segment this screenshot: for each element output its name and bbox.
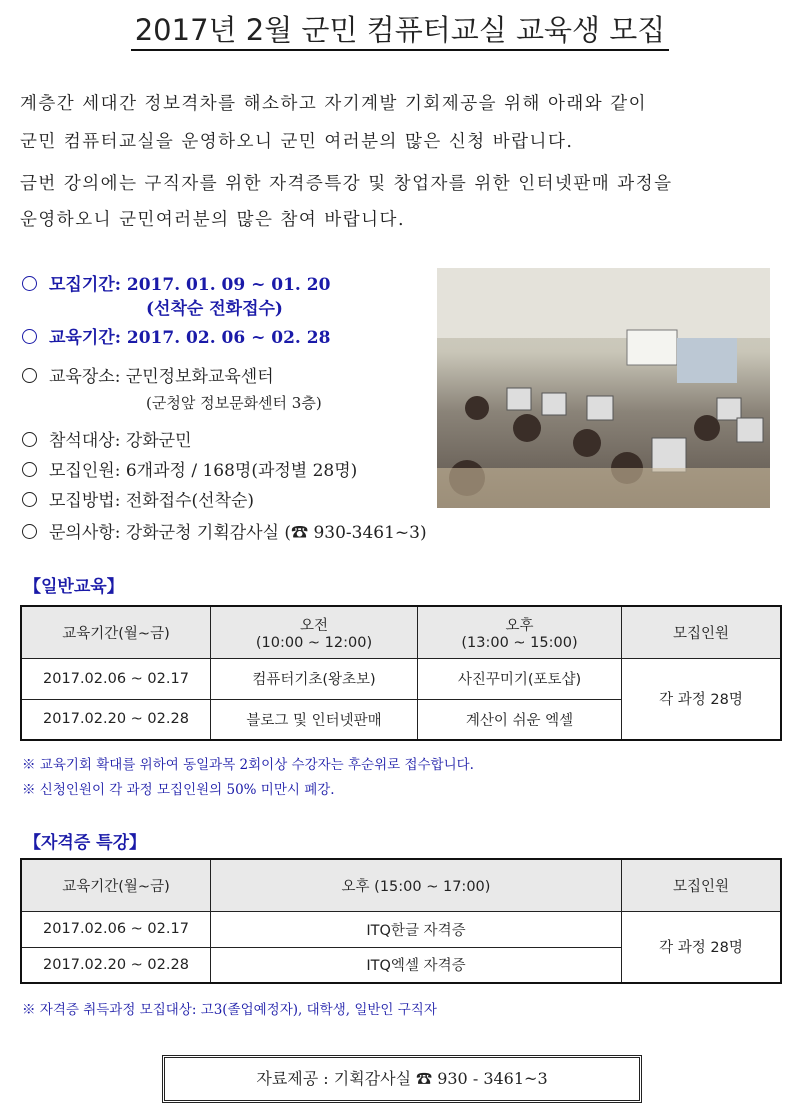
detail-capacity: 모집인원: 6개과정 / 168명(과정별 28명) [22, 456, 357, 481]
general-course-table [20, 605, 782, 741]
col-morning: 오전 (10:00 ~ 12:00) [211, 606, 418, 658]
section-heading-cert: 【자격증 특강】 [24, 833, 147, 853]
intro-line: 금번 강의에는 구직자를 위한 자격증특강 및 창업자를 위한 인터넷판매 과정을 [20, 174, 673, 194]
circle-bullet-icon [22, 368, 37, 383]
classroom-photo [437, 268, 770, 508]
circle-bullet-icon [22, 276, 37, 291]
table-row: 2017.02.20 ~ 02.28 블로그 및 인터넷판매 계산이 쉬운 엑셀 [21, 699, 781, 740]
detail-sub: (군청앞 정보문화센터 3층) [146, 394, 322, 412]
detail-target: 참석대상: 강화군민 [22, 426, 192, 451]
circle-bullet-icon [22, 462, 37, 477]
classroom-illustration [437, 268, 770, 508]
table-header-row [21, 606, 781, 658]
detail-sub: (선착순 전화접수) [146, 299, 283, 319]
note: ※ 교육기회 확대를 위하여 동일과목 2회이상 수강자는 후순위로 접수합니다. [22, 757, 474, 773]
table-row: 2017.02.20 ~ 02.28 ITQ엑셀 자격증 [21, 947, 781, 983]
intro-line: 군민 컴퓨터교실을 운영하오니 군민 여러분의 많은 신청 바랍니다. [20, 132, 574, 152]
capacity-cell: 각 과정 28명 [622, 911, 782, 983]
col-period: 교육기간(월~금) [21, 606, 211, 658]
intro-line: 운영하오니 군민여러분의 많은 참여 바랍니다. [20, 210, 406, 230]
capacity-cell: 각 과정 28명 [622, 658, 782, 740]
table-header-row: 교육기간(월~금) 오후 (15:00 ~ 17:00) 모집인원 [21, 859, 781, 911]
detail-contact: 문의사항: 강화군청 기획감사실 (☎ 930-3461~3) [22, 518, 427, 543]
page-title: 2017년 2월 군민 컴퓨터교실 교육생 모집 [0, 8, 800, 49]
table-row: 2017.02.06 ~ 02.17 컴퓨터기초(왕초보) 사진꾸미기(포토샵) 각 과정 28명 [21, 658, 781, 699]
detail-method: 모집방법: 전화접수(선착순) [22, 486, 254, 511]
table-row: 2017.02.06 ~ 02.17 ITQ한글 자격증 각 과정 28명 [21, 911, 781, 947]
intro-line: 계층간 세대간 정보격차를 해소하고 자기계발 기회제공을 위해 아래와 같이 [20, 94, 648, 114]
note: ※ 신청인원이 각 과정 모집인원의 50% 미만시 폐강. [22, 782, 335, 798]
detail-recruit-period: 모집기간: 2017. 01. 09 ~ 01. 20 [22, 270, 330, 295]
cert-course-table [20, 858, 782, 984]
circle-bullet-icon [22, 329, 37, 344]
circle-bullet-icon [22, 524, 37, 539]
circle-bullet-icon [22, 492, 37, 507]
detail-edu-period: 교육기간: 2017. 02. 06 ~ 02. 28 [22, 323, 330, 348]
note: ※ 자격증 취득과정 모집대상: 고3(졸업예정자), 대학생, 일반인 구직자 [22, 1002, 437, 1018]
col-afternoon: 오후 (13:00 ~ 15:00) [418, 606, 622, 658]
source-footer: 자료제공 : 기획감사실 ☎ 930 - 3461~3 [162, 1055, 642, 1103]
detail-location: 교육장소: 군민정보화교육센터 [22, 362, 274, 387]
section-heading-general: 【일반교육】 [24, 577, 124, 597]
col-capacity: 모집인원 [622, 606, 782, 658]
circle-bullet-icon [22, 432, 37, 447]
